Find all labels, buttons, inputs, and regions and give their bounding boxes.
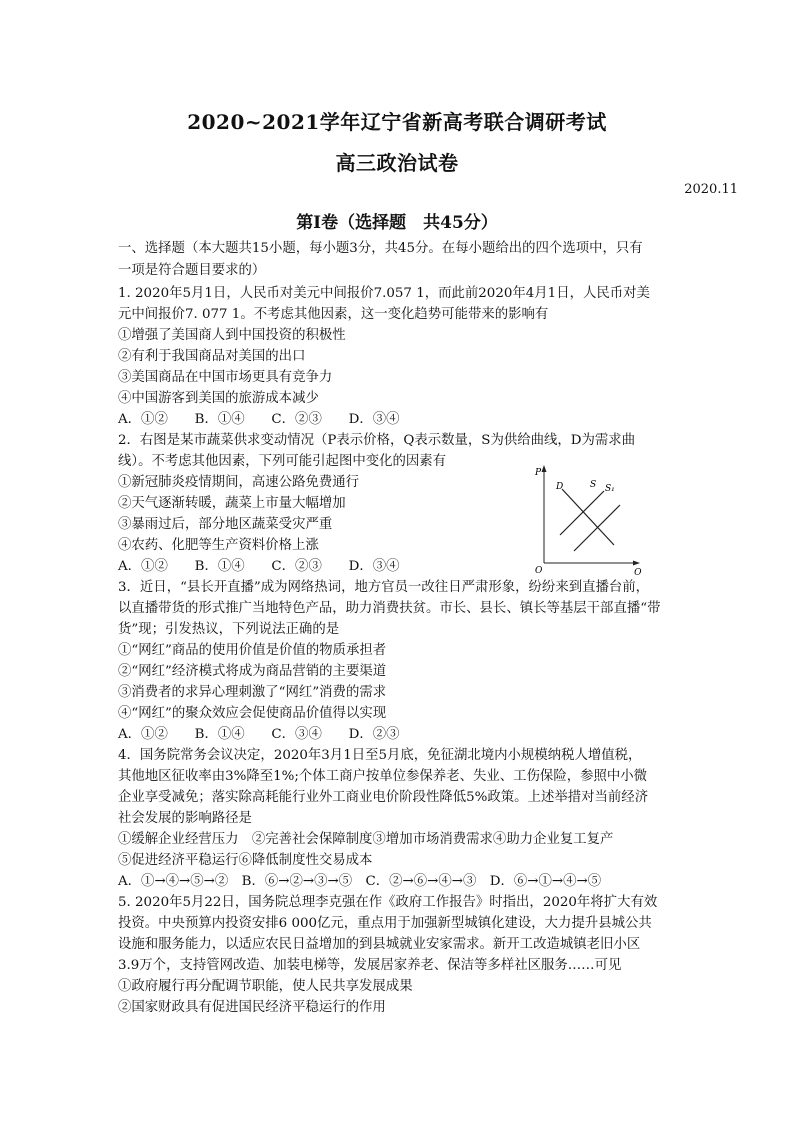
q4-stem-line-1: 4．国务院常务会议决定，2020年3月1日至5月底，免征湖北境内小规模纳税人增值税， <box>118 748 642 763</box>
label-o: O <box>535 566 543 575</box>
q2-choices: A．①② B．①④ C．②③ D．③④ <box>118 559 400 574</box>
q3-option-3: ③消费者的求异心理刺激了“网红”消费的需求 <box>118 685 387 700</box>
q4-stem-line-3: 企业享受减免；落实除高耗能行业外工商业电价阶段性降低5%政策。上述举措对当前经济 <box>118 790 649 805</box>
q1-stem-line-1: 1. 2020年5月1日，人民币对美元中间报价7.057 1，而此前2020年4月1日，人民币对美 <box>118 286 650 301</box>
q5-option-2: ②国家财政具有促进国民经济平稳运行的作用 <box>118 1000 386 1015</box>
section-heading: 第Ⅰ卷（选择题 共45分） <box>296 213 498 233</box>
q4-stem-line-2: 其他地区征收率由3%降至1%;个体工商户按单位参保养老、失业、工伤保险，参照中小微 <box>118 769 648 784</box>
q5-stem-line-2: 投资。中央预算内投资安排6 000亿元，重点用于加强新型城镇化建设，大力提升县城公共 <box>118 916 652 931</box>
label-s1: S₁ <box>605 484 615 494</box>
exam-title: 2020~2021学年辽宁省新高考联合调研考试 <box>187 110 607 134</box>
label-q: Q <box>634 568 642 575</box>
q5-stem-line-4: 3.9万个，支持管网改造、加装电梯等，发展居家养老、保洁等多样社区服务……可见 <box>118 958 622 973</box>
q5-option-1: ①政府履行再分配调节职能，使人民共享发展成果 <box>118 979 413 994</box>
q1-option-1: ①增强了美国商人到中国投资的积极性 <box>118 328 346 343</box>
instructions-line-2: 一项是符合题目要求的） <box>118 263 266 278</box>
q3-stem-line-1: 3．近日，“县长开直播”成为网络热词，地方官员一改往日严肃形象，纷纷来到直播台前， <box>118 580 650 595</box>
label-s: S <box>590 480 597 490</box>
q2-option-2: ②天气逐渐转暖，蔬菜上市量大幅增加 <box>118 496 346 511</box>
q1-option-2: ②有利于我国商品对美国的出口 <box>118 349 306 364</box>
q2-option-1: ①新冠肺炎疫情期间，高速公路免费通行 <box>118 475 360 490</box>
label-d: D <box>556 482 564 492</box>
q4-option-row-1: ①缓解企业经营压力 ②完善社会保障制度③增加市场消费需求④助力企业复工复产 <box>118 832 614 847</box>
q2-option-3: ③暴雨过后，部分地区蔬菜受灾严重 <box>118 517 333 532</box>
quantity-axis-arrow <box>633 561 640 566</box>
q4-choices: A．①→④→⑤→② B．⑥→②→③→⑤ C．②→⑥→④→③ D．⑥→①→④→⑤ <box>118 874 602 889</box>
q5-stem-line-1: 5. 2020年5月22日，国务院总理李克强在作《政府工作报告》时指出，2020年将扩大有效 <box>118 895 658 910</box>
q2-stem-line-1: 2．右图是某市蔬菜供求变动情况（P表示价格，Q表示数量，S为供给曲线，D为需求曲 <box>118 433 636 448</box>
q2-stem-line-2: 线）。不考虑其他因素，下列可能引起图中变化的因素有 <box>118 454 447 469</box>
instructions-line-1: 一、选择题（本大题共15小题，每小题3分，共45分。在每小题给出的四个选项中，只有 <box>118 241 643 256</box>
q1-choices: A．①② B．①④ C．②③ D．③④ <box>118 412 400 427</box>
price-axis-arrow <box>542 465 547 472</box>
q1-option-4: ④中国游客到美国的旅游成本减少 <box>118 391 319 406</box>
q4-stem-line-4: 社会发展的影响路径是 <box>118 811 252 826</box>
exam-subtitle: 高三政治试卷 <box>335 151 459 175</box>
q3-stem-line-2: 以直播带货的形式推广当地特色产品，助力消费扶贫。市长、县长、镇长等基层干部直播“带 <box>118 601 661 616</box>
q4-option-row-2: ⑤促进经济平稳运行⑥降低制度性交易成本 <box>118 853 373 868</box>
q3-option-4: ④“网红”的聚众效应会促使商品价值得以实现 <box>118 706 387 721</box>
q2-option-4: ④农药、化肥等生产资料价格上涨 <box>118 538 319 553</box>
q3-option-2: ②“网红”经济模式将成为商品营销的主要渠道 <box>118 664 387 679</box>
supply-demand-graph <box>532 465 642 575</box>
exam-date: 2020.11 <box>684 182 738 197</box>
q1-option-3: ③美国商品在中国市场更具有竞争力 <box>118 370 333 385</box>
label-p: P <box>535 468 542 478</box>
q3-stem-line-3: 货”现；引发热议，下列说法正确的是 <box>118 622 340 637</box>
q3-option-1: ①“网红”商品的使用价值是价值的物质承担者 <box>118 643 387 658</box>
q5-stem-line-3: 设施和服务能力，以适应农民日益增加的到县城就业安家需求。新开工改造城镇老旧小区 <box>118 937 641 952</box>
q1-stem-line-2: 元中间报价7. 077 1。不考虑其他因素，这一变化趋势可能带来的影响有 <box>118 307 549 322</box>
q3-choices: A．①② B．①④ C．③④ D．②③ <box>118 727 400 742</box>
